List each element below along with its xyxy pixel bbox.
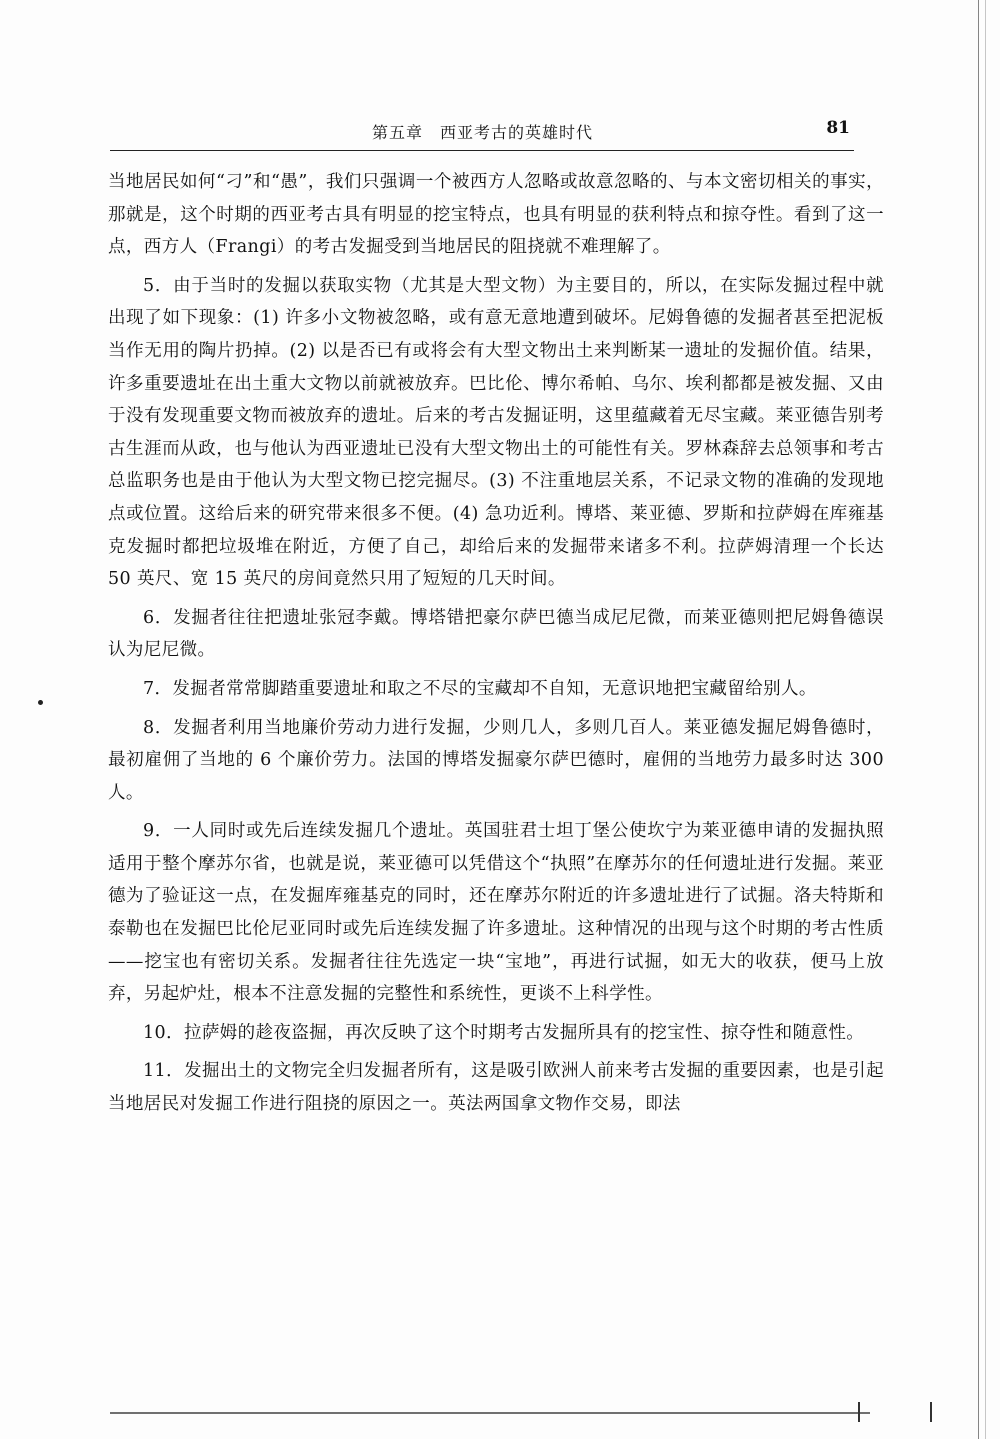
scan-artifact-dot [38,700,43,705]
paragraph-item-10: 10．拉萨姆的趁夜盗掘，再次反映了这个时期考古发掘所具有的挖宝性、掠夺性和随意性。 [143,1022,865,1043]
paragraph-item-8: 8．发掘者利用当地廉价劳动力进行发掘，少则几人，多则几百人。莱亚德发掘尼姆鲁德时，最初雇佣了当地的 6 个廉价劳力。法国的博塔发掘豪尔萨巴德时，雇佣的当地劳力最多时达 300 人。 [108,717,884,803]
paragraph-item-6: 6．发掘者往往把遗址张冠李戴。博塔错把豪尔萨巴德当成尼尼微，而莱亚德则把尼姆鲁德误认为尼尼微。 [108,607,884,661]
paragraph-item-9: 9．一人同时或先后连续发掘几个遗址。英国驻君士坦丁堡公使坎宁为莱亚德申请的发掘执照适用于整个摩苏尔省，也就是说，莱亚德可以凭借这个“执照”在摩苏尔的任何遗址进行发掘。莱亚德为了验证这一点，在发掘库雍基克的同时，还在摩苏尔附近的许多遗址进行了试掘。洛夫特斯和泰勒也在发掘巴比伦尼亚同时或先后连续发掘了许多遗址。这种情况的出现与这个时期的考古性质——挖宝也有密切关系。发掘者往往先选定一块“宝地”，再进行试掘，如无大的收获，便马上放弃，另起炉灶，根本不注意发掘的完整性和系统性，更谈不上科学性。 [108,821,884,1005]
scan-bottom-mark [930,1402,932,1422]
paragraph-continuation: 当地居民如何“刁”和“愚”，我们只强调一个被西方人忽略或故意忽略的、与本文密切相关的事实，那就是，这个时期的西亚考古具有明显的挖宝特点，也具有明显的获利特点和掠夺性。看到了这一点，西方人（Frangi）的考古发掘受到当地居民的阻挠就不难理解了。 [108,172,884,258]
body-text [108,166,884,1127]
paragraph-item-5: 5．由于当时的发掘以获取实物（尤其是大型文物）为主要目的，所以，在实际发掘过程中就出现了如下现象：(1) 许多小文物被忽略，或有意无意地遭到破坏。尼姆鲁德的发掘者甚至把泥板当作无用的陶片扔掉。(2) 以是否已有或将会有大型文物出土来判断某一遗址的发掘价值。结果，许多重要遗址在出土重大文物以前就被放弃。巴比伦、博尔希帕、乌尔、埃利都都是被发掘、又由于没有发现重要文物而被放弃的遗址。后来的考古发掘证明，这里蕴藏着无尽宝藏。莱亚德告别考古生涯而从政，也与他认为西亚遗址已没有大型文物出土的可能性有关。罗林森辞去总领事和考古总监职务也是由于他认为大型文物已挖完掘尽。(3) 不注重地层关系，不记录文物的准确的发现地点或位置。这给后来的研究带来很多不便。(4) 急功近利。博塔、莱亚德、罗斯和拉萨姆在库雍基克发掘时都把垃圾堆在附近，方便了自己，却给后来的发掘带来诸多不利。拉萨姆清理一个长达 50 英尺、宽 15 英尺的房间竟然只用了短短的几天时间。 [108,275,884,590]
running-header [110,116,854,151]
scan-bottom-mark [858,1402,860,1422]
scan-edge-line [985,0,986,1439]
paragraph-item-11: 11．发掘出土的文物完全归发掘者所有，这是吸引欧洲人前来考古发掘的重要因素，也是引起当地居民对发掘工作进行阻挠的原因之一。英法两国拿文物作交易，即法 [108,1061,884,1115]
paragraph-item-7: 7．发掘者常常脚踏重要遗址和取之不尽的宝藏却不自知，无意识地把宝藏留给别人。 [143,678,817,699]
scan-edge-line [978,0,979,1439]
page-number: 81 [826,118,850,138]
chapter-title: 第五章 西亚考古的英雄时代 [372,123,594,142]
scan-bottom-line [110,1412,870,1414]
